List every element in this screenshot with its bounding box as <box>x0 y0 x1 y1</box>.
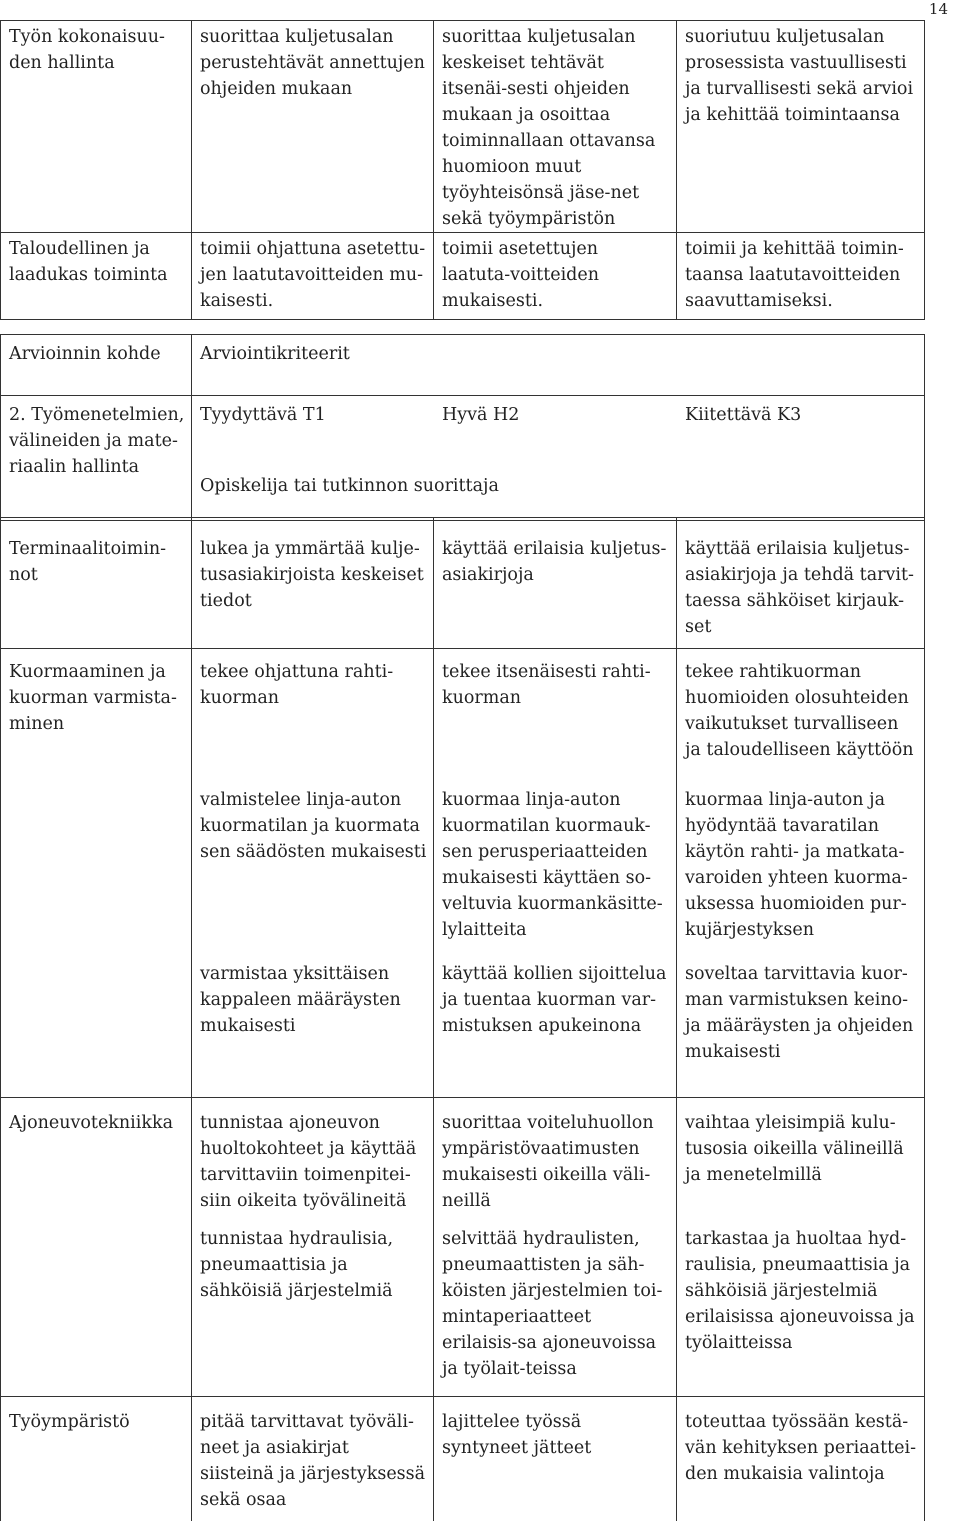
table-row <box>1 233 925 320</box>
top-criteria-table <box>0 20 925 320</box>
criteria-k3: toteuttaa työssään kestä-vän kehityksen periaattei-den mukaisia valintoja <box>677 1397 925 1521</box>
page-number: 14 <box>929 0 948 18</box>
criteria-body-table <box>0 517 925 1521</box>
column-header-object: Arvioinnin kohde <box>1 335 192 396</box>
criteria-h2: käyttää erilaisia kuljetus-asiakirjoja <box>434 518 677 649</box>
grade-t1: Tyydyttävä T1 <box>200 402 442 428</box>
criteria-k3: tekee rahtikuorman huomioiden olosuhteiden vaikutukset turvalliseen ja taloudelliseen käyttöön <box>677 649 925 778</box>
criteria-h2: tekee itsenäisesti rahti-kuorman <box>434 649 677 778</box>
criteria-header-table <box>0 334 925 521</box>
criteria-k3: soveltaa tarvittavia kuor-man varmistuksen keino-ja määräysten ja ohjeiden mukaisesti <box>677 957 925 1098</box>
criteria-t1: tunnistaa hydraulisia, pneumaattisia ja sähköisiä järjestelmiä <box>192 1222 434 1397</box>
table-header-row <box>1 335 925 396</box>
criteria-h2: toimii asetettujen laatuta-voitteiden mukaisesti. <box>434 233 677 320</box>
section-title: 2. Työmenetelmien, välineiden ja mate-riaalin hallinta <box>1 396 192 521</box>
grade-header <box>192 396 925 521</box>
grade-h2: Hyvä H2 <box>442 402 685 428</box>
grade-k3: Kiitettävä K3 <box>685 402 801 428</box>
table-row <box>1 1397 925 1521</box>
criteria-t1: toimii ohjattuna asetettu-jen laatutavoitteiden mu-kaisesti. <box>192 233 434 320</box>
criteria-t1: suorittaa kuljetusalan perustehtävät annettujen ohjeiden mukaan <box>192 21 434 233</box>
row-label: Työympäristö <box>1 1397 192 1521</box>
criteria-h2: selvittää hydraulisten, pneumaattisten ja säh-köisten järjestelmien toi-mintaperiaatteet erilaisis-sa ajoneuvoissa ja työlait-teissa <box>434 1222 677 1397</box>
criteria-h2: kuormaa linja-auton kuormatilan kuormauk-sen perusperiaatteiden mukaisesti käyttäen so-veltuvia kuormankäsitte-lylaitteita <box>434 777 677 957</box>
section-header-row <box>1 396 925 521</box>
criteria-h2: lajittelee työssä syntyneet jätteet <box>434 1397 677 1521</box>
criteria-t1: lukea ja ymmärtää kulje-tusasiakirjoista keskeiset tiedot <box>192 518 434 649</box>
row-label: Työn kokonaisuu-den hallinta <box>1 21 192 233</box>
table-row <box>1 21 925 233</box>
criteria-k3: tarkastaa ja huoltaa hyd-raulisia, pneumaattisia ja sähköisiä järjestelmiä erilaisissa ajoneuvoissa ja työlaitteissa <box>677 1222 925 1397</box>
criteria-k3: suoriutuu kuljetusalan prosessista vastuullisesti ja turvallisesti sekä arvioi ja kehittää toimintaansa <box>677 21 925 233</box>
criteria-t1: tunnistaa ajoneuvon huoltokohteet ja käyttää tarvittaviin toimenpitei-siin oikeita työvälineitä <box>192 1098 434 1223</box>
criteria-t1: varmistaa yksittäisen kappaleen määräysten mukaisesti <box>192 957 434 1098</box>
column-header-criteria: Arviointikriteerit <box>192 335 925 396</box>
criteria-t1: tekee ohjattuna rahti-kuorman <box>192 649 434 778</box>
row-label: Terminaalitoimin-not <box>1 518 192 649</box>
criteria-h2: käyttää kollien sijoittelua ja tuentaa kuorman var-mistuksen apukeinona <box>434 957 677 1098</box>
row-label: Ajoneuvotekniikka <box>1 1098 192 1397</box>
criteria-t1: pitää tarvittavat työväli-neet ja asiakirjat siisteinä ja järjestyksessä sekä osaa <box>192 1397 434 1521</box>
table-row <box>1 1098 925 1223</box>
criteria-k3: toimii ja kehittää toimin-taansa laatutavoitteiden saavuttamiseksi. <box>677 233 925 320</box>
criteria-t1: valmistelee linja-auton kuormatilan ja kuormata sen säädösten mukaisesti <box>192 777 434 957</box>
criteria-k3: kuormaa linja-auton ja hyödyntää tavaratilan käytön rahti- ja matkata-varoiden yhteen kuorma-uksessa huomioiden pur-kujärjestyksen <box>677 777 925 957</box>
table-row <box>1 518 925 649</box>
table-row <box>1 649 925 778</box>
criteria-h2: suorittaa kuljetusalan keskeiset tehtävät itsenäi-sesti ohjeiden mukaan ja osoittaa toiminnallaan ottavansa huomioon muut työyhteisönsä jäse-net sekä työympäristön <box>434 21 677 233</box>
performer-label: Opiskelija tai tutkinnon suorittaja <box>200 473 918 499</box>
row-label: Taloudellinen ja laadukas toiminta <box>1 233 192 320</box>
criteria-k3: vaihtaa yleisimpiä kulu-tusosia oikeilla välineillä ja menetelmillä <box>677 1098 925 1223</box>
criteria-h2: suorittaa voiteluhuollon ympäristövaatimusten mukaisesti oikeilla väli-neillä <box>434 1098 677 1223</box>
criteria-k3: käyttää erilaisia kuljetus-asiakirjoja ja tehdä tarvit-taessa sähköiset kirjauk-set <box>677 518 925 649</box>
row-label: Kuormaaminen ja kuorman varmista-minen <box>1 649 192 1098</box>
